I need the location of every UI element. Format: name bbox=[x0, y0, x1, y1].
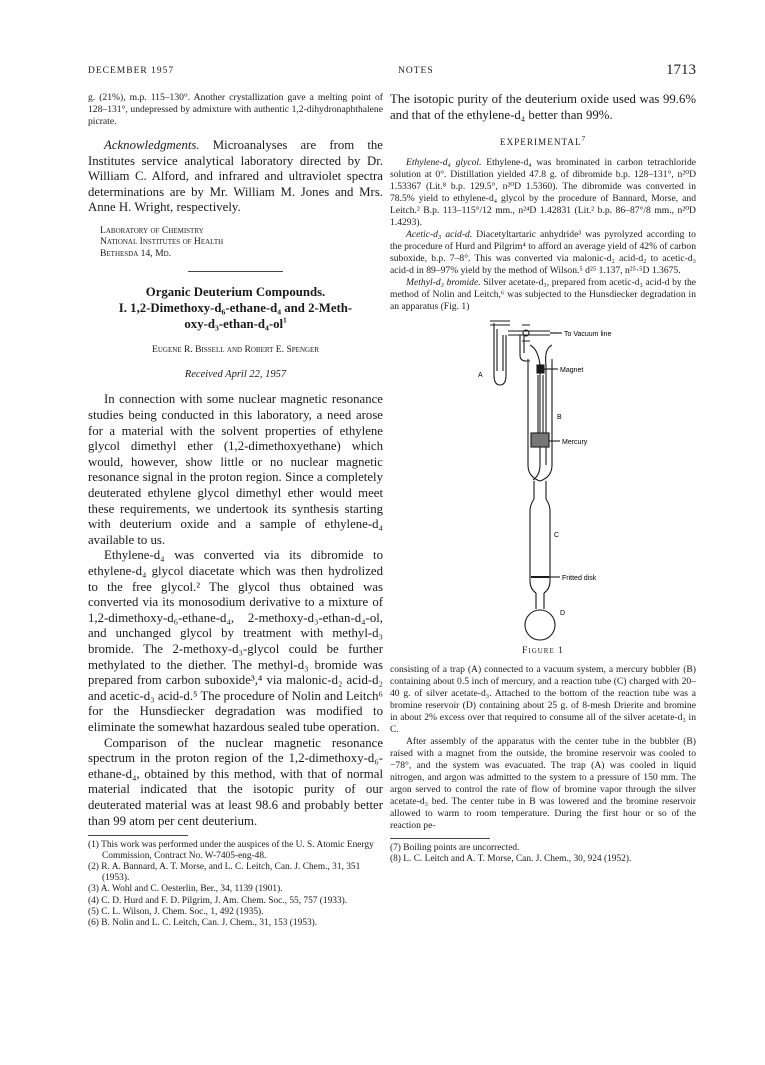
ack-text: Microanalyses are from the Institutes service analytical laboratory directed by Dr. William C. Alford, and infrared and ultraviolet spectra determinations are by Mr. William M. Jones and Mrs. Anne H. Wright, respectively. bbox=[88, 138, 383, 215]
address-line: National Institutes of Health bbox=[100, 236, 224, 248]
label-mercury: Mercury bbox=[562, 439, 588, 447]
page-number: 1713 bbox=[666, 62, 696, 78]
title-footnote-mark: 1 bbox=[283, 317, 287, 326]
reaction-tube-c bbox=[530, 511, 550, 593]
body-paragraph: Comparison of the nuclear magnetic resonance spectrum in the proton region of the 1,2-dimethoxy-d₆-ethane-d₄, obtained by this method, with that of normal material indicated that the isotopic purity of our deuterated material was at least 98.6 and probably better than 99 atom per cent deuterium. bbox=[88, 735, 383, 828]
label-c: C bbox=[554, 532, 560, 540]
trap-a bbox=[494, 323, 506, 385]
label-vacuum: To Vacuum line bbox=[564, 331, 612, 339]
label-b: B bbox=[557, 414, 562, 422]
intro-paragraph: The isotopic purity of the deuterium oxide used was 99.6% and that of the ethylene-d₄ better than 99%. bbox=[390, 92, 696, 122]
label-fritted: Fritted disk bbox=[562, 575, 597, 583]
footnote-divider bbox=[88, 835, 188, 836]
mercury bbox=[531, 433, 549, 447]
title-line: I. 1,2-Dimethoxy-d₆-ethane-d₄ and 2-Meth- bbox=[118, 301, 353, 316]
procedure-label: Methyl-d₃ bromide. bbox=[406, 277, 481, 289]
footnotes-left bbox=[88, 840, 383, 929]
procedure-text: Diacetyltartaric anhydride³ was pyrolyzed according to the procedure of Hurd and Pilgrim⁴ to afford an average yield of 42% of carbon suboxide, b.p. 7–8°. This was converted via malonic-d₂ acid-d₂ to acetic-d₃ acid-d in 89–97% yield by the method of Wilson.⁵ d²⁵ 1.137, n²⁵·⁵D 1.3675. bbox=[390, 229, 696, 277]
previous-article-text: g. (21%), m.p. 115–130°. Another crystallization gave a melting point of 128–131°, undepressed by admixture with authentic 1,2-dihydronaphthalene picrate. bbox=[88, 92, 383, 127]
ack-label: Acknowledgments. bbox=[104, 138, 200, 152]
label-a: A bbox=[478, 372, 483, 380]
procedure-text: Silver acetate-d₃, prepared from acetic-d₃ acid-d by the method of Nolin and Leitch,⁶ was subjected to the Hunsdiecker degradation in an apparatus (Fig. 1) bbox=[390, 277, 696, 313]
title-line bbox=[88, 316, 383, 332]
label-d: D bbox=[560, 610, 566, 618]
header-section: NOTES bbox=[398, 66, 434, 76]
title-line: Organic Deuterium Compounds. bbox=[145, 285, 326, 300]
magnet bbox=[537, 365, 544, 373]
reservoir-d bbox=[525, 610, 555, 640]
left-column bbox=[88, 92, 383, 929]
title-line-text: oxy-d₃-ethan-d₄-ol bbox=[184, 317, 284, 332]
experimental-paragraph bbox=[390, 229, 696, 277]
address-line: Laboratory of Chemistry bbox=[100, 224, 204, 236]
procedure-label: Acetic-d₃ acid-d. bbox=[406, 229, 473, 241]
figure-caption: Figure 1 bbox=[522, 645, 564, 657]
address-block bbox=[100, 225, 383, 260]
experimental-paragraph: consisting of a trap (A) connected to a vacuum system, a mercury bubbler (B) containing about 0.5 inch of mercury, and a reaction tube (C) charged with 20–40 g. of silver acetate-d₃. Attached to the bottom of the reaction tube was a bromine reservoir (D) containing about 25 g. of 8-mesh Drierite and bromine in about 2% excess over that required to consume all of the silver acetate-d₃ in C. bbox=[390, 664, 696, 736]
footnote: (7) Boiling points are uncorrected. bbox=[390, 843, 520, 854]
footnote: (8) L. C. Leitch and A. T. Morse, Can. J. Chem., 30, 924 (1952). bbox=[390, 854, 632, 865]
experimental-paragraph bbox=[390, 157, 696, 229]
experimental-paragraph bbox=[390, 277, 696, 313]
authors: Eugene R. Bissell and Robert E. Spenger bbox=[151, 344, 320, 356]
right-column bbox=[390, 92, 696, 865]
running-header bbox=[88, 64, 696, 80]
procedure-label: Ethylene-d₄ glycol. bbox=[406, 157, 482, 169]
section-heading bbox=[390, 137, 696, 147]
received-date: Received April 22, 1957 bbox=[184, 369, 287, 381]
address-line: Bethesda 14, Md. bbox=[100, 247, 172, 259]
article-title bbox=[88, 284, 383, 332]
section-divider bbox=[188, 271, 283, 272]
footnotes-right bbox=[390, 843, 696, 865]
apparatus-figure bbox=[390, 315, 696, 645]
footnote-divider bbox=[390, 838, 490, 839]
body-paragraph: Ethylene-d₄ was converted via its dibromide to ethylene-d₄ glycol diacetate which was then hydrolized to the free glycol.² The glycol thus obtained was converted via its monosodium derivative to a mixture of 1,2-dimethoxy-d₆-ethane-d₄, 2-methoxy-d₃-ethan-d₄-ol, and unchanged glycol by treatment with methyl-d₃ bromide. The 2-methoxy-d₃-glycol could be further methylated to the diether. The methyl-d₃ bromide was prepared from carbon suboxide³,⁴ via malonic-d₂ acid-d₂ and acetic-d₃ acid-d.⁵ The procedure of Nolin and Leitch⁶ for the Hunsdiecker degradation was modified to eliminate the somewhat hazardous sealed tube operation. bbox=[88, 548, 383, 734]
footnote: (6) B. Nolin and L. C. Leitch, Can. J. Chem., 31, 153 (1953). bbox=[88, 917, 318, 928]
footnote: (2) R. A. Bannard, A. T. Morse, and L. C. Leitch, Can. J. Chem., 31, 351 (1953). bbox=[88, 862, 361, 884]
footnote: (4) C. D. Hurd and F. D. Pilgrim, J. Am. Chem. Soc., 55, 757 (1933). bbox=[88, 895, 348, 906]
footnote: (3) A. Wohl and C. Oesterlin, Ber., 34, 1139 (1901). bbox=[88, 884, 283, 895]
body-paragraph: In connection with some nuclear magnetic resonance studies being conducted in this laboratory, a need arose for a material with the solvent properties of ethylene glycol dimethyl ether (1,2-dimethoxyethane) which would, however, show little or no nuclear magnetic resonance signal in the proton region. Since a completely deuterated ethylene glycol dimethyl ether would meet these requirements, we undertook its synthesis starting with deuterium oxide and a sample of ethylene-d₄ available to us. bbox=[88, 392, 383, 547]
heading-text: EXPERIMENTAL bbox=[499, 137, 582, 148]
heading-footnote-mark: 7 bbox=[581, 135, 587, 144]
footnote: (5) C. L. Wilson, J. Chem. Soc., 1, 492 (1935). bbox=[88, 906, 264, 917]
apparatus-diagram bbox=[390, 315, 696, 645]
experimental-paragraph: After assembly of the apparatus with the center tube in the bubbler (B) raised with a magnet from the outside, the bromine reservoir was cooled to −78°, and the system was evacuated. The trap (A) was cooled in liquid nitrogen, and argon was admitted to the system to a pressure of 150 mm. The argon served to control the rate of flow of bromine vapor through the silver acetate-d₃ bed. The center tube in B was lowered and the bromine reservoir allowed to warm to room temperature. During the first hour or so of the reaction pe- bbox=[390, 736, 696, 832]
acknowledgments bbox=[88, 138, 383, 216]
header-date: DECEMBER 1957 bbox=[88, 66, 175, 76]
procedure-text: Ethylene-d₄ was brominated in carbon tetrachloride solution at 0°. Distillation yielded 47.8 g. of dibromide b.p. 128–131°, n²⁰D 1.53367 (Lit.⁸ b.p. 129.5°, n²⁰D 1.5360). The dibromide was converted in 78.5% yield to ethylene-d₄ glycol by the procedure of Bannard, Morse, and Leitch.² B.p. 113–115°/12 mm., n²⁴D 1.42831 (Lit.² b.p. 86–87°/8 mm., n²⁰D 1.4293). bbox=[390, 157, 696, 229]
label-magnet: Magnet bbox=[560, 367, 584, 375]
footnote: (1) This work was performed under the auspices of the U. S. Atomic Energy Commission, Contract No. W-7405-eng-48. bbox=[88, 840, 374, 862]
